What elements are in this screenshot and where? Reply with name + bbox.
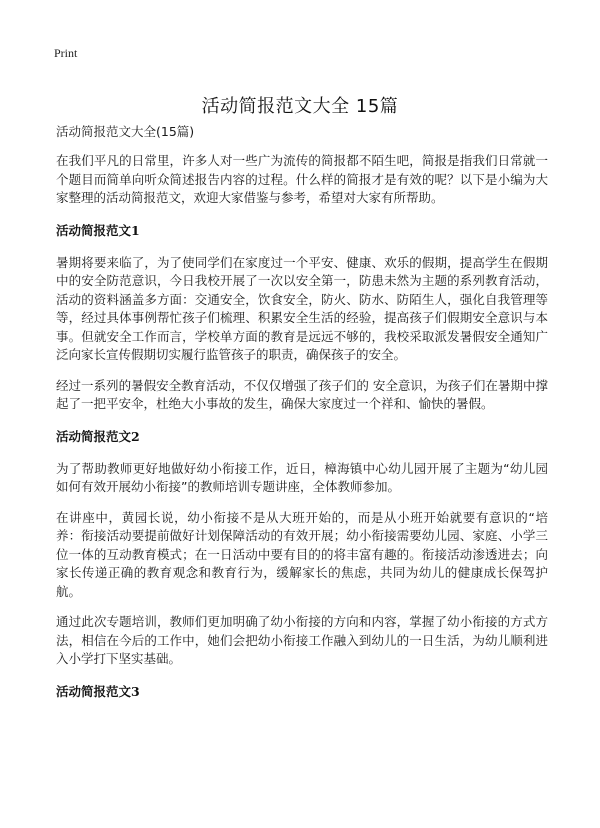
- document-subtitle: 活动简报范文大全(15篇): [56, 124, 195, 139]
- document-title: 活动简报范文大全 15篇: [201, 96, 399, 118]
- intro-paragraph: 在我们平凡的日常里，许多人对一些广为流传的简报都不陌生吧，简报是指我们日常就一个题目而简单向听众简述报告内容的过程。什么样的简报才是有效的呢？以下是小编为大家整理的活动简报范文，欢迎大家借鉴与参考，希望对大家有所帮助。: [56, 153, 548, 205]
- section-heading-3: 活动简报范文3: [56, 683, 140, 699]
- section-2-paragraph-2: 在讲座中，黄园长说，幼小衔接不是从大班开始的，而是从小班开始就要有意识的“培养：衔接活动要提前做好计划保障活动的有效开展；幼小衔接需要幼儿园、家庭、小学三位一体的互动教育模式；在一日活动中要有目的的将丰富有趣的。衔接活动渗透进去；向家长传递正确的教育观念和教育行为，缓解家长的焦虑，共同为幼儿的健康成长保驾护航。: [56, 509, 548, 599]
- section-2-paragraph-3: 通过此次专题培训，教师们更加明确了幼小衔接的方向和内容，掌握了幼小衔接的方式方法，相信在今后的工作中，她们会把幼小衔接工作融入到幼儿的一日生活，为幼儿顺利进入小学打下坚实基础。: [56, 614, 548, 666]
- print-label: Print: [54, 46, 78, 60]
- section-1-paragraph-2: 经过一系列的暑假安全教育活动，不仅仅增强了孩子们的 安全意识，为孩子们在暑期中撑起了一把平安伞，杜绝大小事故的发生，确保大家度过一个祥和、愉快的暑假。: [56, 377, 548, 411]
- document-body: [56, 122, 548, 715]
- section-heading-2: 活动简报范文2: [56, 428, 140, 444]
- section-heading-1: 活动简报范文1: [56, 222, 140, 238]
- section-2-paragraph-1: 为了帮助教师更好地做好幼小衔接工作，近日，樟海镇中心幼儿园开展了主题为“幼儿园如何有效开展幼小衔接”的教师培训专题讲座，全体教师参加。: [56, 460, 548, 494]
- section-1-paragraph-1: 暑期将要来临了，为了使同学们在家度过一个平安、健康、欢乐的假期，提高学生在假期中的安全防范意识，今日我校开展了一次以安全第一，防患未然为主题的系列教育活动，活动的资料涵盖多方面：交通安全，饮食安全，防火、防水、防陌生人，强化自我管理等等，经过具体事例帮忙孩子们梳理、积累安全生活的经验，提高孩子们假期安全意识与本事。但就安全工作而言，学校单方面的教育是远远不够的，我校采取派发暑假安全通知广泛向家长宣传假期切实履行监管孩子的职责，确保孩子的安全。: [56, 254, 548, 362]
